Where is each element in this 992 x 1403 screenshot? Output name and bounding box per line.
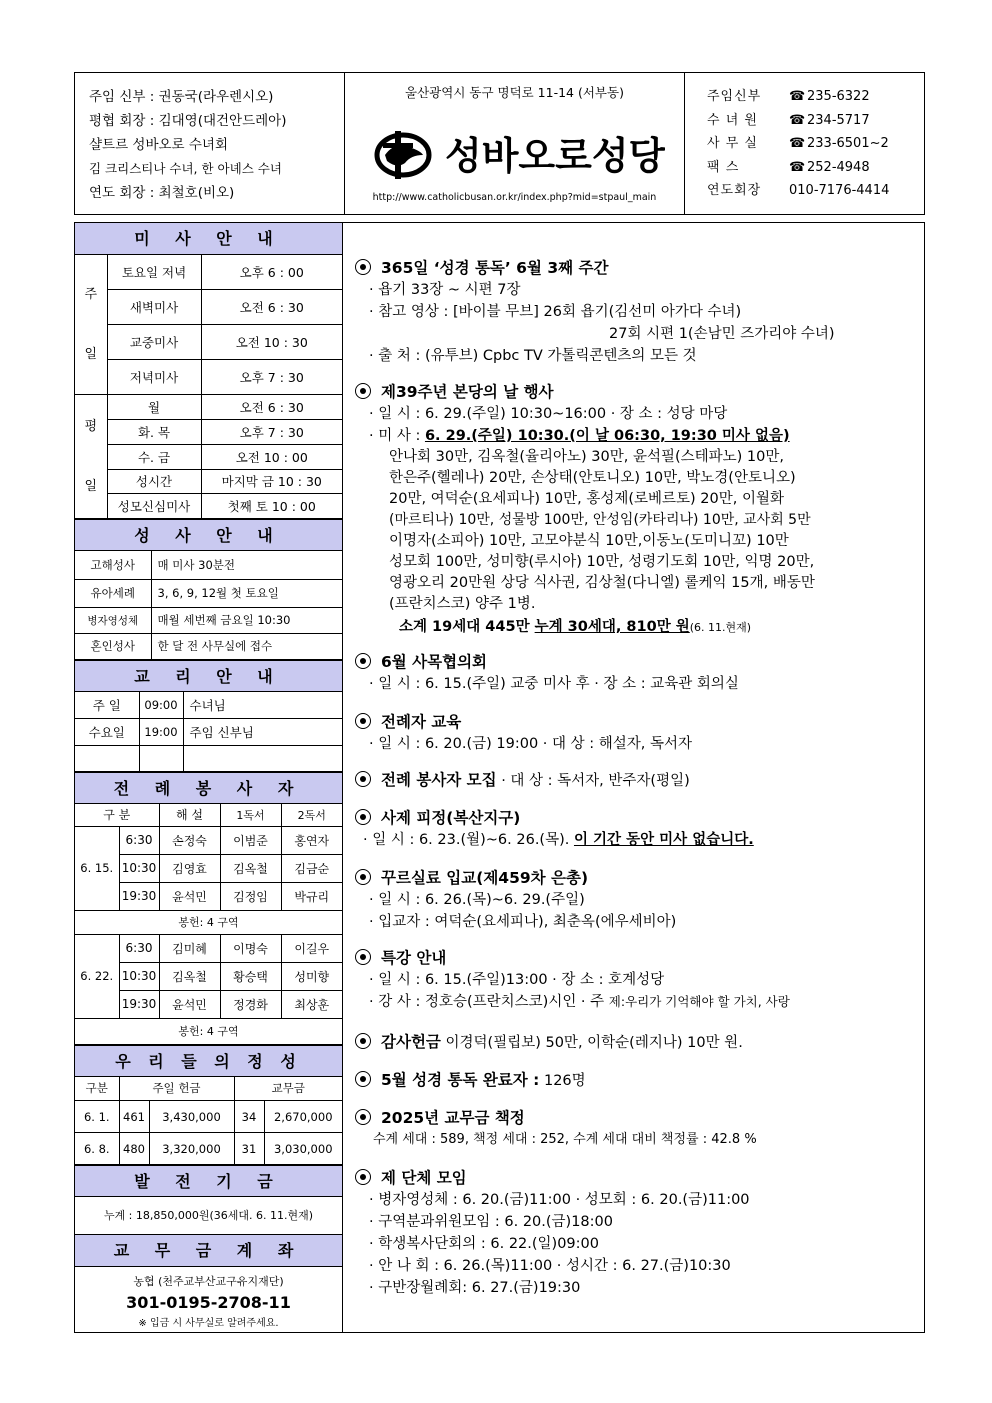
catechism-title: 교 리 안 내: [75, 660, 342, 692]
catechism-table: 주 일 09:00 수녀님 수요일 19:00 주임 신부님: [75, 692, 342, 773]
server-recruit-notice: 전례 봉사자 모집 · 대 상 : 독서자, 반주자(평일): [355, 769, 920, 792]
bible-completion-notice: 5월 성경 통독 완료자 : 126명: [355, 1069, 920, 1092]
requiem-president-line: 연도 회장 : 최철호(비오): [89, 185, 235, 201]
bullet-icon: [355, 259, 371, 275]
bullet-icon: [355, 869, 371, 885]
contact-row: 연도회장 010-7176-4414: [707, 183, 890, 198]
bulletin-header: [74, 72, 925, 215]
council-president-line: 평협 회장 : 김대영(대건안드레아): [89, 113, 287, 129]
contact-row: 주임신부 ☎ 235-6322: [707, 85, 925, 109]
announcements-column: [343, 223, 924, 1332]
bible-reading-notice: 365일 ‘성경 통독’ 6월 3째 주간 · 욥기 33장 ~ 시편 7장 · 참고 영상 : [바이블 무브] 26회 욥기(김선미 아가다 수녀) 27회 시편 1(손남민 즈가리야 수녀) · 출 처 : (유투브) Cpbc TV 가톨릭콘텐츠의 모든 것: [355, 257, 920, 367]
weekday-label: 평 일: [75, 395, 107, 519]
sisters-names-line: 김 크리스티나 수녀, 한 아녜스 수녀: [89, 161, 282, 176]
thanks-offering-notice: 감사헌금 이경덕(필립보) 50만, 이학순(레지나) 10만 원.: [355, 1031, 920, 1054]
phone-icon: ☎: [789, 89, 806, 104]
offering-title: 우 리 들 의 정 성: [75, 1045, 342, 1077]
group-meetings-notice: 제 단체 모임 · 병자영성체 : 6. 20.(금)11:00 · 성모회 : 6. 20.(금)11:00 · 구역분과위원모임 : 6. 20.(금)18:00 · 학생복사단회의 : 6. 22.(일)09:00 · 안 나 회 : 6. 26.(목)11:00 · 성시간 : 6. 27.(금)10:30 · 구반장월례회: 6. 27.(금)19:30: [355, 1167, 920, 1299]
left-column: [75, 223, 343, 1332]
offering-table: 구분 주일 헌금 교무금 6. 1. 461 3,430,000 34 2,670,000 6. 8. 480 3,320,000 31 3,030,000: [75, 1077, 342, 1166]
bullet-icon: [355, 1169, 371, 1185]
bullet-icon: [355, 809, 371, 825]
parish-name-text: 성바오로성당: [445, 134, 665, 178]
bulletin-body: [74, 222, 925, 1333]
account-title: 교 무 금 계 좌: [75, 1235, 342, 1267]
bullet-icon: [355, 771, 371, 787]
parish-address: 울산광역시 동구 명덕로 11-14 (서부동): [405, 85, 624, 100]
lecture-notice: 특강 안내 · 일 시 : 6. 15.(주일)13:00 · 장 소 : 호계성당 · 강 사 : 정호승(프란치스코)시인 · 주 제:우리가 기억해야 할 가치, 사랑: [355, 947, 920, 1013]
contact-row: 수 녀 원 ☎ 234-5717: [707, 109, 925, 133]
bullet-icon: [355, 383, 371, 399]
bullet-icon: [355, 1071, 371, 1087]
fund-title: 발 전 기 금: [75, 1165, 342, 1197]
parish-url[interactable]: http://www.catholicbusan.or.kr/index.php?mid=stpaul_main: [372, 192, 657, 203]
parish-dues-notice: 2025년 교무금 책정 수계 세대 : 589, 책정 세대 : 252, 수계 세대 대비 책정률 : 42.8 %: [355, 1107, 920, 1151]
sisters-order-line: 샬트르 성바오로 수녀회: [89, 137, 228, 153]
cursillo-notice: 꾸르실료 입교(제459차 은총) · 일 시 : 6. 26.(목)~6. 29.(주일) · 입교자 : 여덕순(요세피나), 최춘옥(에우세비아): [355, 867, 920, 933]
sacrament-table: 고해성사 매 미사 30분전 유아세례 3, 6, 9, 12월 첫 토요일 병자영성체 매월 세번째 금요일 10:30 혼인성사 한 달 전 사무실에 접수: [75, 551, 342, 660]
servers-title: 전 례 봉 사 자: [75, 772, 342, 804]
fund-total: 누계 : 18,850,000원(36세대. 6. 11.현재): [75, 1197, 342, 1235]
phone-icon: ☎: [789, 159, 806, 175]
clergy-info: [75, 73, 345, 214]
parish-title-block: [345, 73, 685, 214]
bullet-icon: [355, 1033, 371, 1049]
parish-logo: [365, 125, 665, 185]
pastor-line: 주임 신부 : 권동국(라우렌시오): [89, 89, 274, 105]
phone-icon: ☎: [789, 112, 806, 128]
liturgy-education-notice: 전례자 교육 · 일 시 : 6. 20.(금) 19:00 · 대 상 : 해설자, 독서자: [355, 711, 920, 755]
pastoral-council-notice: 6월 사목협의회 · 일 시 : 6. 15.(주일) 교중 미사 후 · 장 소 : 교육관 회의실: [355, 651, 920, 695]
contacts-block: [685, 73, 925, 214]
account-number: 301-0195-2708-11: [126, 1293, 291, 1312]
mass-table: 주 일 토요일 저녁 오후 6 : 00 새벽미사 오전 6 : 30 교중미사 오전 10 : 30 저녁미사 오후 7 : 30 평 일 월 오전 6 : 30 화. 목 오후 7 : 30 수. 금 오전 10 : 00 성시간 마지막 금 10 : 30 성모신심미사 첫째 토 10 : 00: [75, 255, 342, 519]
contact-row: 팩 스 ☎ 252-4948: [707, 156, 925, 180]
sacrament-title: 성 사 안 내: [75, 519, 342, 551]
catholic-emblem-icon: [377, 131, 429, 179]
contact-row: 사 무 실 ☎ 233-6501~2: [707, 132, 925, 156]
bullet-icon: [355, 949, 371, 965]
mass-title: 미 사 안 내: [75, 223, 342, 255]
servers-table: 구 분 해 설 1독서 2독서 6. 15. 6:30 손정숙 이범준 홍연자 10:30 김영효 김옥철 김금순 19:30 윤석민 김정임 박규리 봉헌: 4 구역 6. 22. 6:30 김미혜 이명숙 이길우 10:30 김옥철 황승택 성미향 19:30 윤석민 정경화 최상훈 봉헌: 4 구역: [75, 804, 342, 1045]
parish-day-notice: 제39주년 본당의 날 행사 · 일 시 : 6. 29.(주일) 10:30~16:00 · 장 소 : 성당 마당 · 미 사 : 6. 29.(주일) 10:30.(이 날 06:30, 19:30 미사 없음) 안나회 30만, 김옥철(율리아노) 30만, 윤석필(스테파노) 10만, 한은주(헬레나) 20만, 손상태(안토니오) 10만, 박노경(안토니오) 20만, 여덕순(요세피나) 10만, 홍성제(로베르토) 20만, 이월화 (마르티나) 10만, 성물방 100만, 안성임(카타리나) 10만, 교사회 5만 이명자(소피아) 10만, 고모야분식 10만,이동노(도미니꼬) 10만 성모회 100만, 성미향(루시아) 10만, 성령기도회 10만, 익명 20만, 영광오리 20만원 상당 식사권, 김상철(다니엘) 롤케익 15개, 배동만 (프란치스코) 양주 1병. 소계 19세대 445만 누계 30세대, 810만 원(6. 11.현재): [355, 381, 920, 640]
sunday-label: 주 일: [75, 255, 107, 395]
phone-icon: ☎: [789, 136, 806, 151]
account-bank: 농협 (천주교부산교구유지재단): [133, 1275, 284, 1288]
bullet-icon: [355, 1109, 371, 1125]
priest-retreat-notice: 사제 피정(복산지구) · 일 시 : 6. 23.(월)~6. 26.(목). 이 기간 동안 미사 없습니다.: [355, 807, 920, 851]
bullet-icon: [355, 713, 371, 729]
bullet-icon: [355, 653, 371, 669]
account-note: ※ 입금 시 사무실로 알려주세요.: [138, 1318, 279, 1329]
